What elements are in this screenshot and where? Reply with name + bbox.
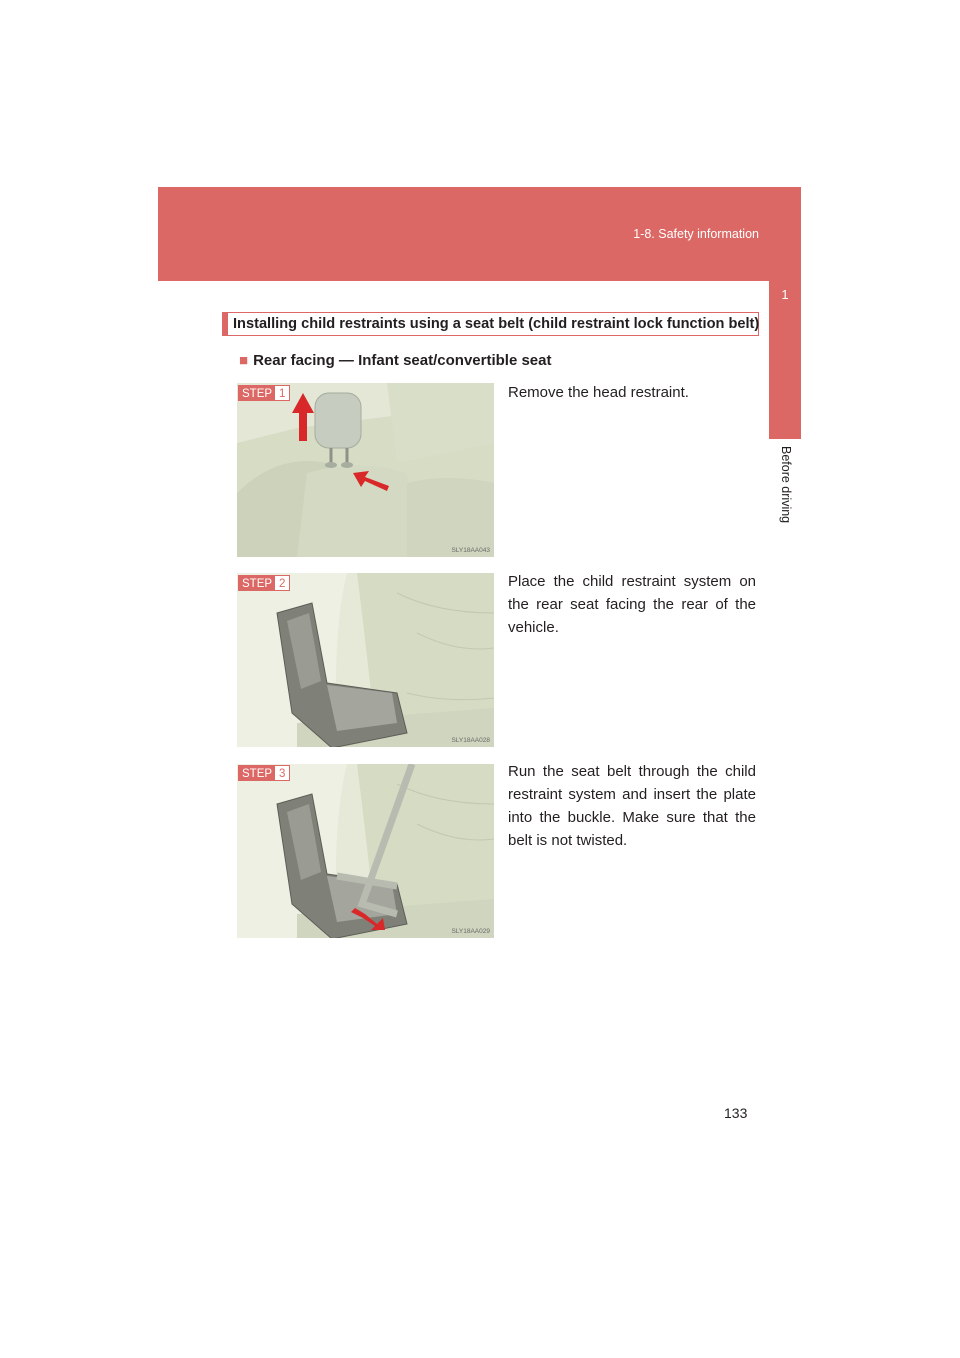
figure-code: SLY18AA043 [451,547,490,554]
step-number: 1 [279,388,286,400]
step-label: STEP [239,576,275,590]
step-2-instruction: Place the child restraint system on the rear seat facing the rear of the vehicle. [508,573,756,636]
step-number: 2 [279,578,286,590]
page-number: 133 [724,1105,748,1121]
step-badge [238,575,290,591]
step-label: STEP [239,386,275,400]
step-badge [238,385,290,401]
step-label: STEP [239,766,275,780]
step-2-illustration [237,573,494,747]
step-3-illustration [237,764,494,938]
chapter-number: 1 [781,287,789,302]
figure-code: SLY18AA028 [451,737,490,744]
chapter-title: Before driving [779,446,793,524]
header-band [158,187,801,281]
step-badge [238,765,290,781]
step-number: 3 [279,768,286,780]
sub-heading [239,352,552,369]
step-1-instruction: Remove the head restraint. [508,384,689,401]
step-3-instruction: Run the seat belt through the child restraint system and insert the plate into the buckle. Make sure that the belt is not twisted. [508,763,756,849]
square-bullet-icon: ■ [239,352,249,369]
chapter-tab [769,281,801,439]
section-heading: Installing child restraints using a seat belt (child restraint lock function belt) [222,312,759,336]
figure-code: SLY18AA029 [451,928,490,935]
sub-heading-text: Rear facing — Infant seat/convertible seat [253,352,552,369]
step-1-illustration [237,383,494,557]
section-title: 1-8. Safety information [633,227,759,241]
